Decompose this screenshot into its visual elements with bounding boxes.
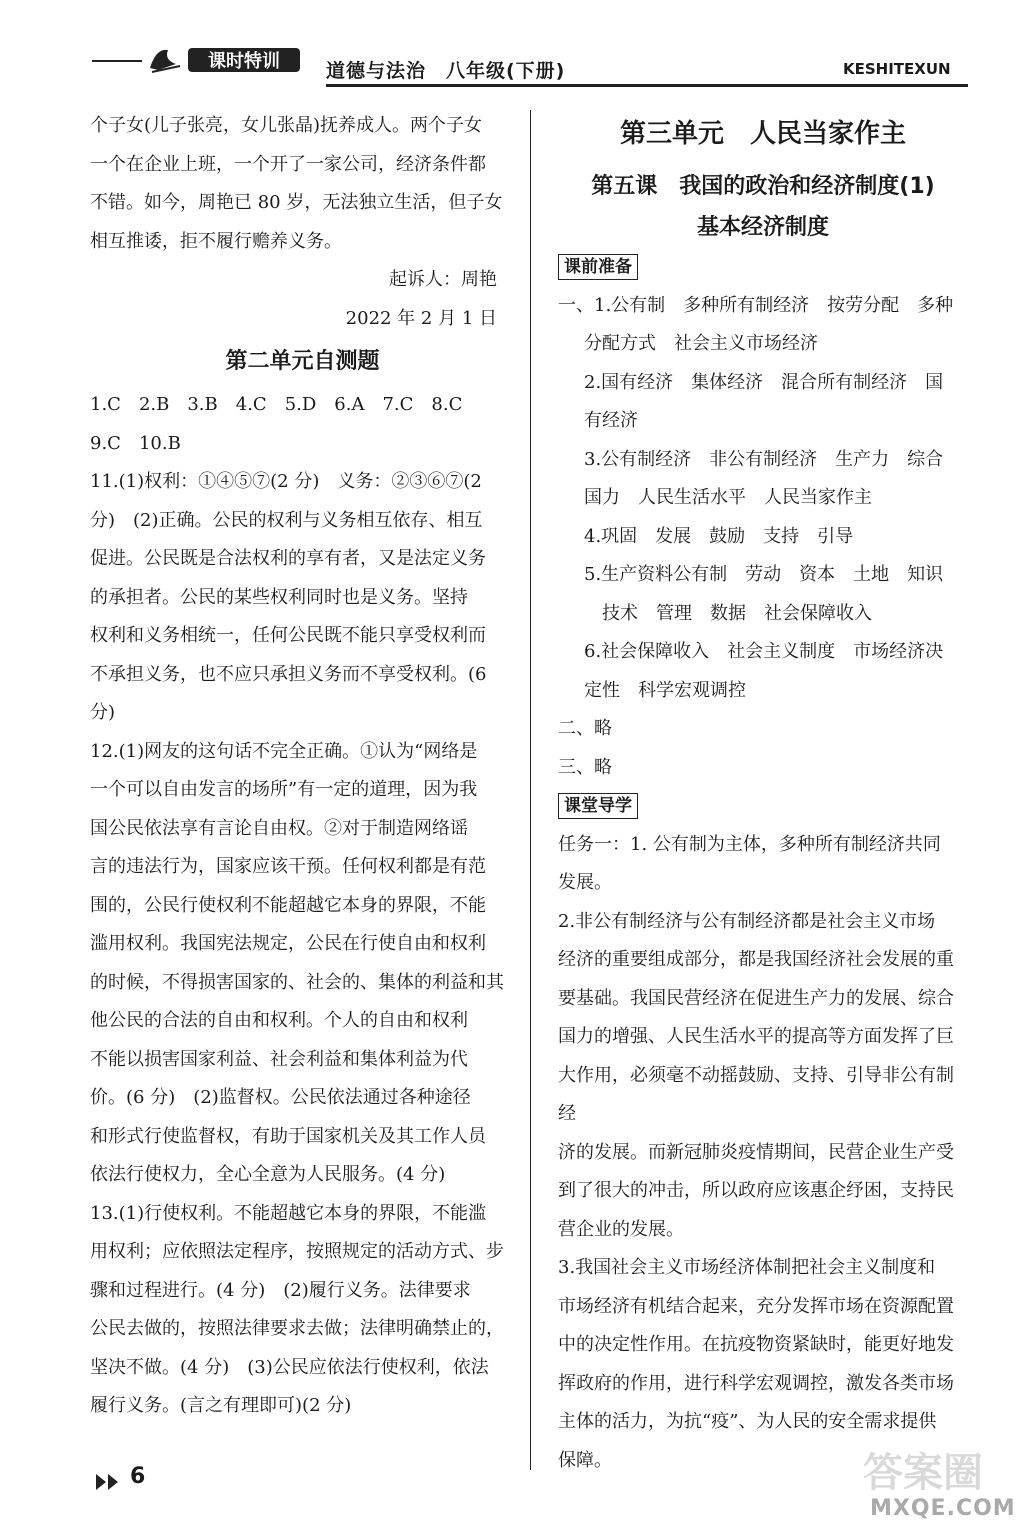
page-header [0,0,1016,100]
text-line: 的时候，不得损害国家的、社会的、集体的利益和其 [90,971,504,993]
text-line: 不能以损害国家利益、社会利益和集体利益为代 [90,1048,468,1070]
text-line: 中的决定性作用。在抗疫物资紧缺时，能更好地发 [558,1334,954,1355]
text-line: 国公民依法享有言论自由权。②对于制造网络谣 [90,817,468,839]
text-line: 11.(1)权利：①④⑤⑦(2 分) 义务：②③⑥⑦(2 [90,471,482,492]
text-line: 公民去做的，按照法律要求去做；法律明确禁止的， [90,1318,504,1339]
text-line: 13.(1)行使权利。不能超越它本身的界限，不能滥 [90,1202,487,1224]
left-column [90,107,515,1426]
question-13-answer [90,1195,515,1426]
text-line: 到了很大的冲击，所以政府应该惠企纾困，支持民 [558,1180,954,1201]
text-line: 发展。 [558,872,612,893]
text-line: 一个可以自由发言的场所”有一定的道理，因为我 [90,779,478,800]
text-line: 3.我国社会主义市场经济体制把社会主义制度和 [558,1257,936,1278]
text-line: 坚决不做。(4 分) (3)公民应依法行使权利，依法 [90,1356,489,1378]
text-line: 权利和义务相统一，任何公民既不能只享受权利而 [90,625,486,646]
text-line: 骤和过程进行。(4 分) (2)履行义务。法律要求 [90,1279,471,1301]
tag-pre-class-prep: 课前准备 [558,254,638,280]
text-line: 个子女(儿子张亮，女儿张晶)抚养成人。两个子女 [90,115,483,136]
series-latin-title: KESHITEXUN [843,60,951,78]
text-line: 围的，公民行使权利不能超越它本身的界限，不能 [90,894,486,916]
task-two-answer [558,903,968,1250]
header-rule [326,84,968,87]
question-12-answer [90,733,515,1195]
unit-two-test-title: 第二单元自测题 [225,349,380,374]
text-line: 国力 人民生活水平 人民当家作主 [584,487,872,508]
text-line: 滥用权利。我国宪法规定，公民在行使自由和权利 [90,933,486,954]
text-line: 的承担者。公民的某些权利同时也是义务。坚持 [90,586,468,608]
text-line: 任务一：1. 公有制为主体，多种所有制经济共同 [558,833,941,855]
complaint-paragraph [90,107,515,261]
text-line: 3.公有制经济 非公有制经济 生产力 综合 [584,448,944,470]
right-column [558,166,968,1480]
subject-title: 道德与法治 八年级(下册) [326,60,566,82]
text-line: 4.巩固 发展 鼓励 支持 引导 [584,525,854,547]
text-line: 技术 管理 数据 社会保障收入 [602,602,872,624]
text-line: 履行义务。(言之有理即可)(2 分) [90,1395,352,1416]
text-line: 国力的增强、人民生活水平的提高等方面发挥了巨 [558,1026,954,1047]
text-line: 济的发展。而新冠肺炎疫情期间，民营企业生产受 [558,1141,954,1163]
text-line: 定性 科学宏观调控 [584,679,746,701]
text-line: 他公民的合法的自由和权利。个人的自由和权利 [90,1010,468,1031]
text-line: 依法行使权力，全心全意为人民服务。(4 分) [90,1164,446,1185]
text-line: 促进。公民既是合法权利的享有者，又是法定义务 [90,548,486,569]
text-line: 不承担义务，也不应只承担义务而不享受权利。(6 [90,663,487,685]
watermark-mark-text: 答案圈 [863,1450,983,1496]
plaintiff-signature: 起诉人：周艳 [389,269,497,290]
double-chevron-icon [94,1472,124,1492]
text-line: 相互推诿，拒不履行赡养义务。 [90,230,342,252]
text-line: 6.社会保障收入 社会主义制度 市场经济决 [584,641,944,662]
header-left-rule [92,60,142,62]
answer-key-line: 9.C 10.B [90,432,181,454]
text-line: 价。(6 分) (2)监督权。公民依法通过各种途径 [90,1087,471,1108]
text-line: 市场经济有机结合起来，充分发挥市场在资源配置 [558,1295,954,1317]
text-line: 2.国有经济 集体经济 混合所有制经济 国 [584,371,944,393]
text-line: 经济的重要组成部分，都是我国经济社会发展的重 [558,949,954,970]
column-divider [530,110,531,1470]
text-line: 一、1.公有制 多种所有制经济 按劳分配 多种 [558,294,954,316]
pre-class-answers [558,287,968,788]
text-line: 2.非公有制经济与公有制经济都是社会主义市场 [558,910,936,932]
text-line: 要基础。我国民营经济在促进生产力的发展、综合 [558,987,954,1009]
brand-logo-text: 课时特训 [208,51,280,72]
brand-logo [146,42,306,76]
text-line: 分配方式 社会主义市场经济 [584,333,818,354]
text-line: 挥政府的作用，进行科学宏观调控，激发各类市场 [558,1372,954,1394]
answer-key-line: 1.C 2.B 3.B 4.C 5.D 6.A 7.C 8.C [90,394,463,415]
lesson-title: 第五课 我国的政治和经济制度(1) [591,174,935,199]
text-line: 12.(1)网友的这句话不完全正确。①认为“网络是 [90,740,478,762]
question-11-answer [90,463,515,733]
page-number: 6 [130,1464,146,1489]
text-line: 大作用，必须毫不动摇鼓励、支持、引导非公有制经 [558,1064,954,1124]
text-line: 有经济 [584,410,638,431]
text-line: 营企业的发展。 [558,1218,684,1240]
task-one-answer [558,826,968,903]
section-title: 基本经济制度 [696,215,829,240]
text-line: 分) (2)正确。公民的权利与义务相互依存、相互 [90,509,483,531]
text-line: 和形式行使监督权，有助于国家机关及其工作人员 [90,1125,486,1147]
complaint-date: 2022 年 2 月 1 日 [345,307,497,329]
text-line: 5.生产资料公有制 劳动 资本 土地 知识 [584,564,944,585]
watermark-text: MXQE.COM [870,1496,1016,1521]
text-line: 二、略 [558,718,612,739]
unit-three-title: 第三单元 人民当家作主 [619,119,906,149]
tag-classroom-guide: 课堂导学 [558,793,638,819]
text-line: 一个在企业上班，一个开了一家公司，经济条件都 [90,153,486,175]
text-line: 不错。如今，周艳已 80 岁，无法独立生活，但子女 [90,192,503,213]
text-line: 三、略 [558,756,612,778]
text-line: 言的违法行为，国家应该干预。任何权利都是有范 [90,856,486,877]
text-line: 主体的活力，为抗“疫”、为人民的安全需求提供 [558,1411,937,1432]
text-line: 用权利；应依照法定程序，按照规定的活动方式、步 [90,1241,504,1262]
text-line: 分) [90,702,116,723]
text-line: 保障。 [558,1449,612,1471]
